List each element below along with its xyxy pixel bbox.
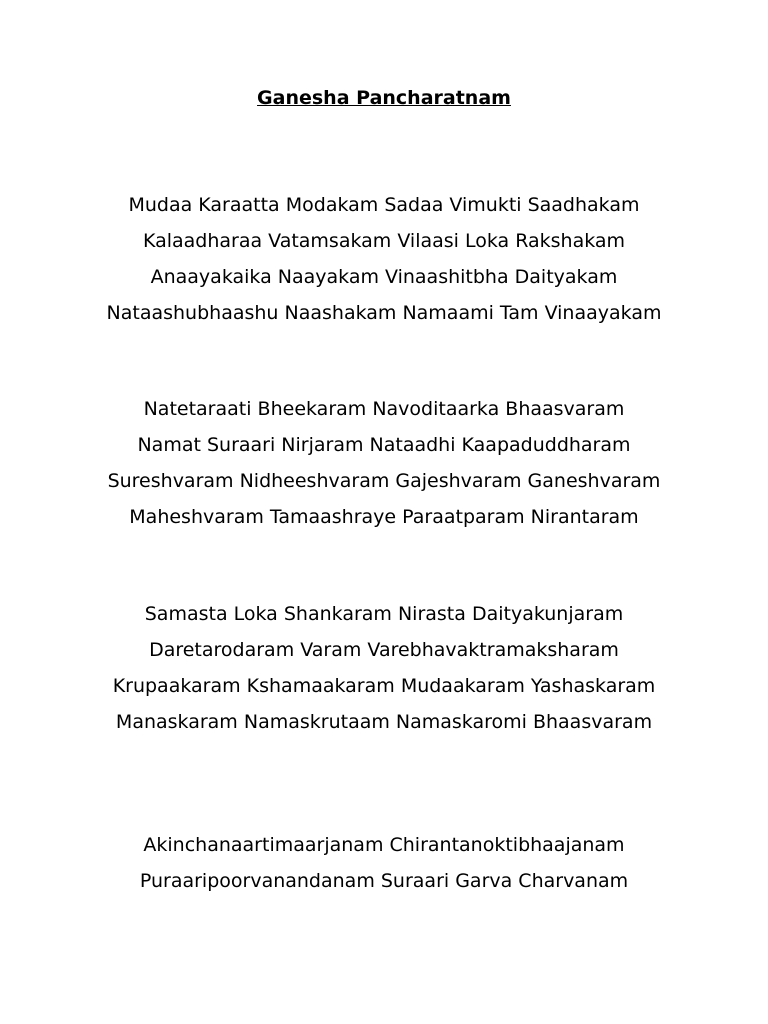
verse-line: Krupaakaram Kshamaakaram Mudaakaram Yashaskaram [112,675,656,697]
stanza-3 [100,601,668,745]
verse-line: Maheshvaram Tamaashraye Paraatparam Nirantaram [129,506,639,528]
verse-line: Daretarodaram Varam Varebhavaktramaksharam [149,639,619,661]
verse-line: Akinchanaartimaarjanam Chirantanoktibhaajanam [143,834,625,856]
verse-line: Namat Suraari Nirjaram Nataadhi Kaapaduddharam [137,434,631,456]
document-title: Ganesha Pancharatnam [257,87,511,109]
verse-line: Natetaraati Bheekaram Navoditaarka Bhaasvaram [143,398,625,420]
stanza-1 [100,192,668,336]
verse-line: Manaskaram Namaskrutaam Namaskaromi Bhaasvaram [115,711,653,733]
verse-line: Samasta Loka Shankaram Nirasta Daityakunjaram [144,603,624,625]
stanza-2 [100,396,668,540]
verse-line: Kalaadharaa Vatamsakam Vilaasi Loka Rakshakam [142,230,626,252]
verse-line: Anaayakaika Naayakam Vinaashitbha Daityakam [150,266,618,288]
verse-line: Mudaa Karaatta Modakam Sadaa Vimukti Saadhakam [128,194,640,216]
verse-line: Sureshvaram Nidheeshvaram Gajeshvaram Ganeshvaram [107,470,661,492]
stanza-4 [100,832,668,904]
verse-line: Puraaripoorvanandanam Suraari Garva Charvanam [139,870,629,892]
verse-line: Nataashubhaashu Naashakam Namaami Tam Vinaayakam [106,302,662,324]
